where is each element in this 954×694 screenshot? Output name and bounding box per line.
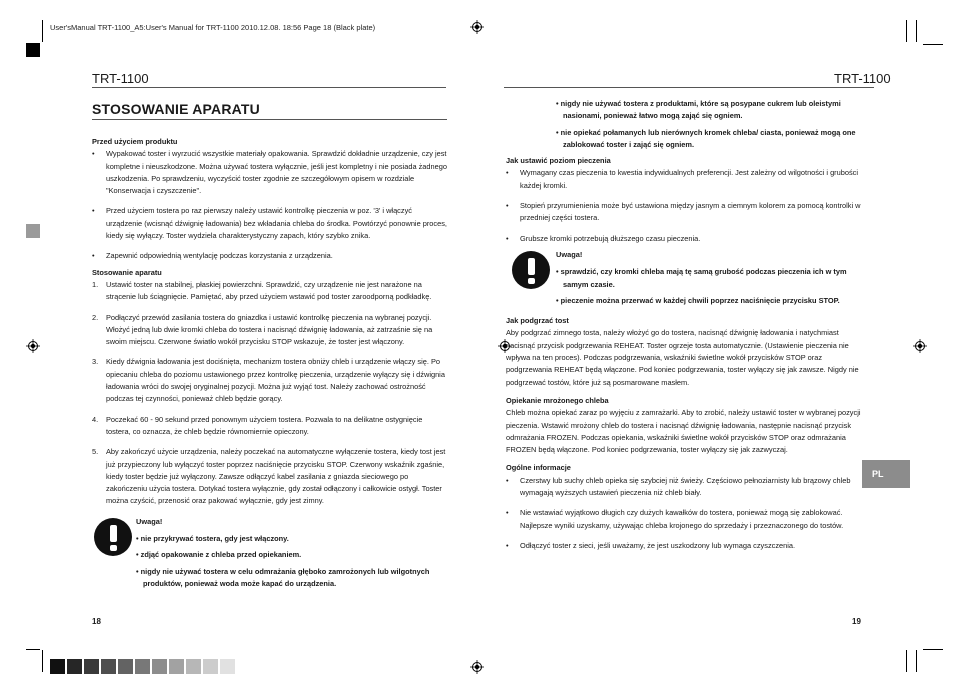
section-heading: Ogólne informacje — [506, 463, 571, 473]
crop-mark — [906, 650, 907, 672]
print-header: User'sManual TRT-1100_A5:User's Manual for TRT-1100 2010.12.08. 18:56 Page 18 (Black plate) — [50, 23, 376, 32]
color-swatch — [220, 659, 235, 674]
warning-line: • nie przykrywać tostera, gdy jest włączony. — [136, 534, 289, 544]
list-item: • Czerstwy lub suchy chleb opieka się szybciej niż świeży. Częściowo pełnoziarnisty lub brązowy chleb wymagają wyższych ustawień pieczenia niż chleb biały. — [506, 475, 851, 498]
color-swatch — [203, 659, 218, 674]
warning-line: • zdjąć opakowanie z chleba przed opiekaniem. — [136, 550, 302, 560]
page-title: STOSOWANIE APARATU — [92, 101, 260, 117]
color-swatch — [169, 659, 184, 674]
crop-mark — [923, 44, 943, 45]
page-number: 19 — [852, 617, 861, 626]
color-swatch — [135, 659, 150, 674]
color-swatch — [186, 659, 201, 674]
exclamation-icon — [512, 251, 550, 289]
warning-line: • pieczenie można przerwać w każdej chwili poprzez naciśnięcie przycisku STOP. — [556, 295, 840, 305]
right-column — [506, 98, 864, 560]
list-item: • Wymagany czas pieczenia to kwestia indywidualnych preferencji. Jest zależny od wilgotności i grubości każdej kromki. — [506, 168, 859, 190]
top-warning — [506, 98, 864, 151]
list-item: • Stopień przyrumienienia może być ustawiona między jasnym a ciemnym kolorem za pomocą kontrolki w przedniej części tostera. — [506, 201, 861, 223]
crop-mark — [923, 649, 943, 650]
crop-mark — [916, 650, 917, 672]
section-heading: Opiekanie mrożonego chleba — [506, 395, 609, 405]
warning-line: • nie opiekać połamanych lub nierównych kromek chleba/ ciasta, ponieważ mogą one zablokować toster i zająć się ogniem. — [556, 127, 856, 149]
color-swatch — [67, 659, 82, 674]
language-tab: PL — [862, 460, 910, 488]
list-item: • Zapewnić odpowiednią wentylację podczas korzystania z urządzenia. — [92, 251, 333, 261]
numbered-item: 1. Ustawić toster na stabilnej, płaskiej powierzchni. Sprawdzić, czy urządzenie nie jest narażone na strącenie lub ściągnięcie. Pamiętać, aby przed użyciem wstawić pod toster zaroodporną podkładkę. — [92, 279, 432, 302]
header-rule — [504, 87, 874, 88]
numbered-item: 2. Podłączyć przewód zasilania tostera do gniazdka i ustawić kontrolkę pieczenia na wybranej pozycji. Włożyć jedną lub dwie kromki chleba do tostera i nacisnąć dźwignię ładowania, aż zatrzaśnie się na swoim miejscu. Czerwone światło wokół przycisku STOP wskazuje, że toster jest włączony. — [92, 312, 433, 347]
gray-square-mark — [26, 224, 40, 238]
black-square-mark — [26, 43, 40, 57]
warning-line: • nigdy nie używać tostera w celu odmrażania głęboko zamrożonych lub wilgotnych produktów, ponieważ woda może kapać do urządzenia. — [136, 566, 430, 588]
warning-box — [92, 516, 448, 590]
registration-mark-icon — [470, 660, 484, 674]
model-name: TRT-1100 — [834, 71, 891, 86]
color-swatch — [50, 659, 65, 674]
paragraph: Aby podgrzać zimnego tosta, należy włożyć go do tostera, nacisnąć dźwignię ładowania i natychmiast nacisnąć przycisk podgrzewania REHEAT. Toster ogrzeje tosta automatycznie. (Ustawienie pieczenia nie wpływa na ten proces). Podczas podgrzewania, wskaźniki świetlne wokół przycisków STOP oraz podgrzewania REHEAT będą włączone. Pod koniec podgrzewania, toster wyłączy się jak zawsze. Nigdy nie podgrzewać tostów, które już są posmarowane masłem. — [506, 328, 859, 387]
warning-title: Uwaga! — [556, 249, 583, 259]
color-swatch — [152, 659, 167, 674]
color-swatch — [84, 659, 99, 674]
model-name: TRT-1100 — [92, 71, 149, 86]
numbered-item: 5. Aby zakończyć użycie urządzenia, należy poczekać na automatyczne wyłączenie tostera, kiedy tost jest już przypieczony lub wyłączyć toster poprzez naciśnięcie przycisku STOP. Czerwony wskaźnik zgaśnie, kiedy toster będzie już wyłączony. Zawsze odłączyć kabel zasilania z gniazda sieciowego po zakończeniu użycia tostera. Dotykać tostera wyłącznie, gdy został odłączony i całkowicie ostygł. Toster można czyścić, przenosić oraz pakować wyłącznie, gdy jest zimny. — [92, 447, 446, 506]
section-heading: Jak podgrzać tost — [506, 316, 569, 326]
crop-mark — [906, 20, 907, 42]
paragraph: Chleb można opiekać zaraz po wyjęciu z zamrażarki. Aby to zrobić, należy ustawić toster w wybranej pozycji pieczenia. Wstawić mrożony chleb do tostera i nacisnąć dźwignię ładowania, następnie nacisnąć przycisk odmrażania FROZEN. Podczas opiekania, wskaźniki świetlne wokół przycisków STOP oraz odmrażania FROZEN będą włączone. Pod koniec podgrzewania, toster wyłączy się jak zazwyczaj. — [506, 408, 861, 455]
list-item: • Nie wstawiać wyjątkowo długich czy dużych kawałków do tostera, ponieważ mogą się zablokować. Najlepsze wyniki uzyskamy, używając chleba krojonego do sprzedaży i przeznaczonego do tostów. — [506, 508, 844, 530]
title-rule — [92, 119, 447, 120]
warning-box — [506, 249, 864, 307]
crop-mark — [42, 20, 43, 42]
list-item: • Przed użyciem tostera po raz pierwszy należy ustawić kontrolkę pieczenia w poz. '3' i włączyć urządzenie (wcisnąć dźwignię ładowania) bez wkładania chleba do środka. Powtórzyć ponownie proces, kiedy się wyłączy. Toster wydziela charakterystyczny zapach, który szybko znika. — [92, 206, 447, 241]
color-swatch — [118, 659, 133, 674]
list-item: • Wypakować toster i wyrzucić wszystkie materiały opakowania. Sprawdzić dokładnie urządzenie, czy jest kompletne i nieuszkodzone. Można używać tostera wyłącznie, jeśli jest kompletny i nie posiada żadnego uszkodzenia. Po sprawdzeniu, wyczyścić toster zgodnie ze szczegółowym opisem w rozdziale "Konserwacja i czyszczenie". — [92, 149, 447, 196]
section-heading: Stosowanie aparatu — [92, 267, 162, 277]
crop-mark — [42, 650, 43, 672]
exclamation-icon — [94, 518, 132, 556]
page-number: 18 — [92, 617, 101, 626]
left-column — [92, 136, 448, 598]
numbered-item: 4. Poczekać 60 - 90 sekund przed ponownym użyciem tostera. Pozwala to na delikatne ostygnięcie tostera, co oznacza, że chleb będzie równomiernie opieczony. — [92, 414, 423, 436]
list-item: • Odłączyć toster z sieci, jeśli uważamy, że jest uszkodzony lub wymaga czyszczenia. — [506, 540, 796, 550]
warning-line: • sprawdzić, czy kromki chleba mają tę samą grubość podczas pieczenia ich w tym samym czasie. — [556, 267, 847, 289]
crop-mark — [26, 649, 40, 650]
section-heading: Przed użyciem produktu — [92, 137, 178, 146]
crop-mark — [916, 20, 917, 42]
list-item: • Grubsze kromki potrzebują dłuższego czasu pieczenia. — [506, 233, 701, 243]
registration-mark-icon — [913, 339, 927, 353]
registration-mark-icon — [470, 20, 484, 34]
numbered-item: 3. Kiedy dźwignia ładowania jest dociśnięta, mechanizm tostera obniży chleb i urządzenie włączy się. Po opiecaniu chleba do poziomu ustawionego przez kontrolkę pieczenia, urządzenie wyłączy się i dźwignia ładowania wróci do swojej oryginalnej pozycji. Można już wyjąć tost. Należy zachować ostrożność podczas tej czynności, ponieważ chleb będzie gorący. — [92, 357, 445, 404]
section-heading: Jak ustawić poziom pieczenia — [506, 156, 611, 166]
warning-line: • nigdy nie używać tostera z produktami, które są posypane cukrem lub oleistymi nasionami, ponieważ łatwo mogą zająć się ogniem. — [556, 99, 841, 121]
header-rule — [92, 87, 446, 88]
warning-title: Uwaga! — [136, 516, 163, 526]
registration-mark-icon — [26, 339, 40, 353]
color-swatch — [101, 659, 116, 674]
